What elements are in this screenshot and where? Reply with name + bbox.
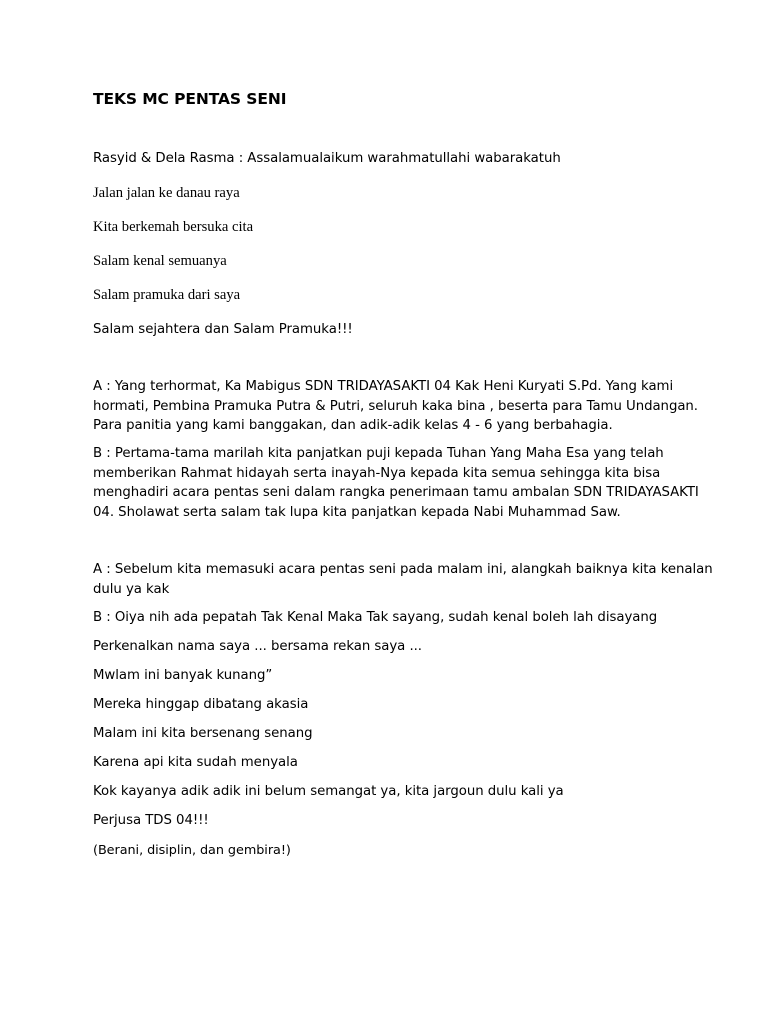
document-title: TEKS MC PENTAS SENI [93,90,287,108]
paragraph-a2 [93,560,713,599]
paragraph-a1-line: A : Yang terhormat, Ka Mabigus SDN TRIDAYASAKTI 04 Kak Heni Kuryati S.Pd. Yang kami [93,379,674,394]
paragraph-b1-line: memberikan Rahmat hidayah serta inayah-Nya kepada kita semua sehingga kita bisa [93,465,661,481]
line-b2: B : Oiya nih ada pepatah Tak Kenal Maka Tak sayang, sudah kenal boleh lah disayang [93,610,658,625]
paragraph-b1-line: menghadiri acara pentas seni dalam rangka penerimaan tamu ambalan SDN TRIDAYASAKTI [93,485,699,500]
paragraph-b1-line: B : Pertama-tama marilah kita panjatkan puji kepada Tuhan Yang Maha Esa yang telah [93,446,664,461]
line-motto: (Berani, disiplin, dan gembira!) [93,843,291,858]
pantun2-line-1: Mwlam ini banyak kunang” [93,668,273,683]
pantun2-line-4: Karena api kita sudah menyala [93,755,298,770]
paragraph-a2-line: dulu ya kak [93,581,170,597]
line-perjusa: Perjusa TDS 04!!! [93,813,209,828]
paragraph-b1-line: 04. Sholawat serta salam tak lupa kita panjatkan kepada Nabi Muhammad Saw. [93,504,621,520]
paragraph-a1-line: Para panitia yang kami banggakan, dan adik-adik kelas 4 - 6 yang berbahagia. [93,418,613,433]
paragraph-a2-line: A : Sebelum kita memasuki acara pentas seni pada malam ini, alangkah baiknya kita kenalan [93,562,713,577]
paragraph-a1 [93,377,698,436]
salam-line: Salam sejahtera dan Salam Pramuka!!! [93,322,353,337]
pantun-line-4: Salam pramuka dari saya [93,287,241,303]
paragraph-a1-line: hormati, Pembina Pramuka Putra & Putri, seluruh kaka bina , beserta para Tamu Undangan. [93,398,698,414]
pantun2-line-3: Malam ini kita bersenang senang [93,726,313,741]
line-jargon: Kok kayanya adik adik ini belum semangat ya, kita jargoun dulu kali ya [93,784,564,799]
line-intro: Perkenalkan nama saya ... bersama rekan saya ... [93,639,422,654]
pantun-line-3: Salam kenal semuanya [93,253,227,269]
paragraph-b1 [93,444,699,522]
greeting-line: Rasyid & Dela Rasma : Assalamualaikum warahmatullahi wabarakatuh [93,151,561,166]
pantun-line-2: Kita berkemah bersuka cita [93,219,254,235]
pantun-line-1: Jalan jalan ke danau raya [93,185,240,201]
pantun2-line-2: Mereka hinggap dibatang akasia [93,697,309,712]
